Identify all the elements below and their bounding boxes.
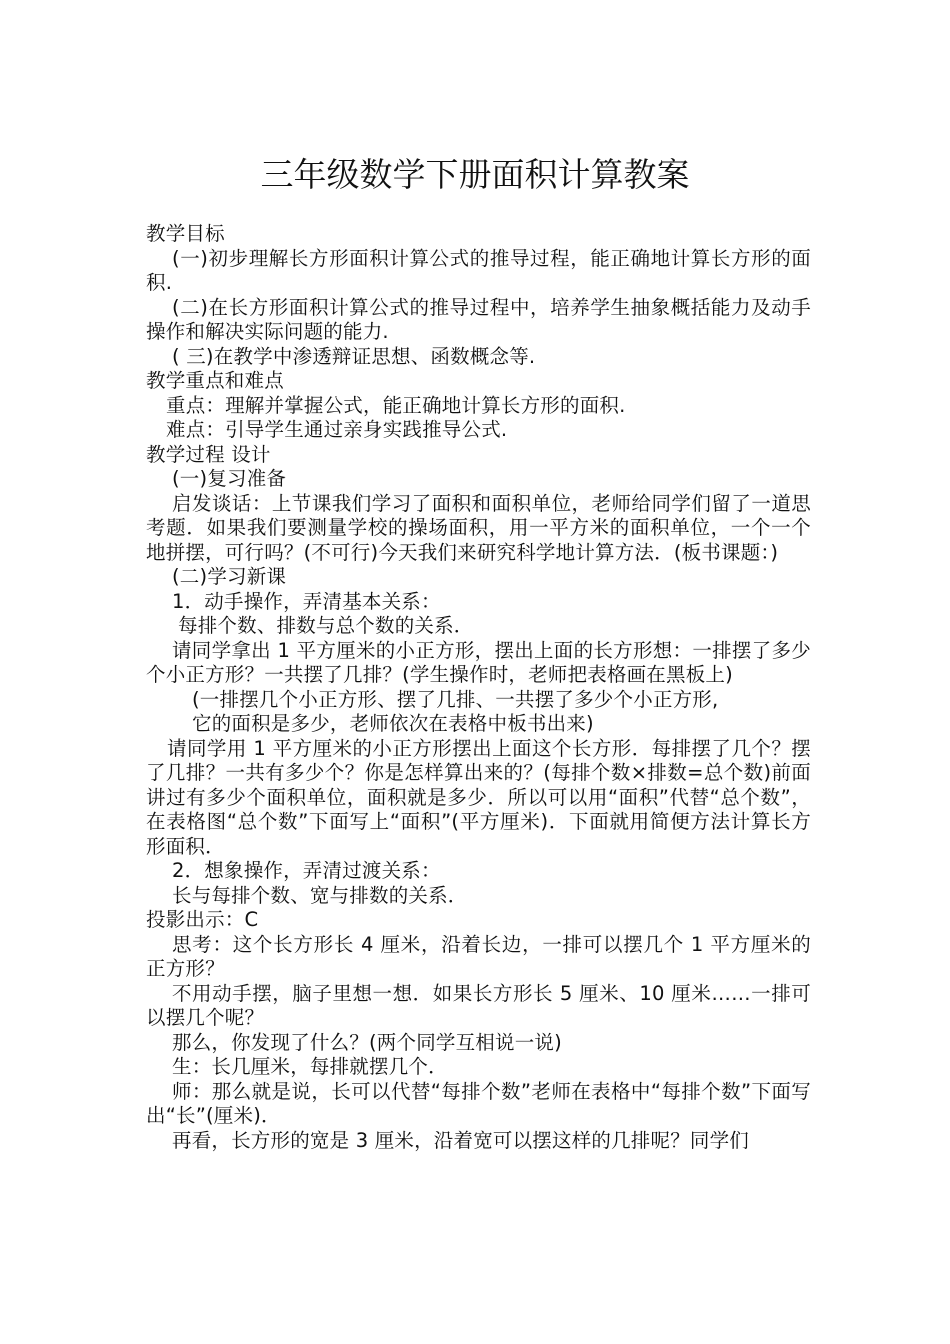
paragraph: 长与每排个数、宽与排数的关系． bbox=[172, 883, 468, 907]
paragraph: 启发谈话：上节课我们学习了面积和面积单位，老师给同学们留了一道思考题．如果我们要测量学校的操场面积，用一平方米的面积单位，一个一个地拼摆，可行吗？(不可行)今天我们来研究科学地计算方法．(板书课题：) bbox=[146, 491, 811, 564]
paragraph: (一排摆几个小正方形、摆了几排、一共摆了多少个小正方形, bbox=[192, 687, 719, 711]
section-heading-key-points: 教学重点和难点 bbox=[146, 369, 284, 392]
step-heading: 1．动手操作，弄清基本关系： bbox=[172, 589, 441, 613]
paragraph: 生：长几厘米，每排就摆几个． bbox=[172, 1055, 448, 1078]
paragraph: ( 三)在教学中渗透辩证思想、函数概念等. bbox=[172, 344, 536, 368]
paragraph: (一)初步理解长方形面积计算公式的推导过程，能正确地计算长方形的面积. bbox=[146, 246, 811, 294]
paragraph: 它的面积是多少，老师依次在表格中板书出来) bbox=[192, 712, 594, 735]
paragraph: (二)在长方形面积计算公式的推导过程中，培养学生抽象概括能力及动手操作和解决实际问题的能力. bbox=[146, 295, 811, 343]
paragraph: 师：那么就是说，长可以代替“每排个数”老师在表格中“每排个数”下面写出“长”(厘米)． bbox=[146, 1079, 811, 1127]
paragraph: 再看，长方形的宽是 3 厘米，沿着宽可以摆这样的几排呢？同学们 bbox=[172, 1128, 750, 1152]
section-heading-process: 教学过程 设计 bbox=[146, 442, 271, 466]
document-body bbox=[146, 222, 811, 1153]
paragraph: 思考：这个长方形长 4 厘米，沿着长边，一排可以摆几个 1 平方厘米的正方形？ bbox=[146, 932, 811, 980]
paragraph: 请同学拿出 1 平方厘米的小正方形，摆出上面的长方形想：一排摆了多少个小正方形？一共摆了几排？(学生操作时，老师把表格画在黑板上) bbox=[146, 638, 811, 686]
step-heading: 2．想象操作，弄清过渡关系： bbox=[172, 859, 441, 882]
paragraph: 重点：理解并掌握公式，能正确地计算长方形的面积. bbox=[166, 393, 626, 417]
paragraph: 请同学用 1 平方厘米的小正方形摆出上面这个长方形．每排摆了几个？摆了几排？一共有多少个？你是怎样算出来的？(每排个数×排数=总个数)前面讲过有多少个面积单位，面积就是多少．所以可以用“面积”代替“总个数”，在表格图“总个数”下面写上“面积”(平方厘米)．下面就用简便方法计算长方形面积． bbox=[146, 736, 811, 858]
subsection-heading: (二)学习新课 bbox=[172, 565, 287, 588]
document-title: 三年级数学下册面积计算教案 bbox=[260, 155, 690, 194]
paragraph: 难点：引导学生通过亲身实践推导公式. bbox=[166, 418, 508, 441]
paragraph: 投影出示：C bbox=[146, 908, 259, 931]
paragraph: 那么，你发现了什么？(两个同学互相说一说) bbox=[172, 1030, 562, 1054]
subsection-heading: (一)复习准备 bbox=[172, 467, 287, 490]
paragraph: 不用动手摆，脑子里想一想．如果长方形长 5 厘米、10 厘米……一排可以摆几个呢？ bbox=[146, 981, 811, 1029]
section-heading-objectives: 教学目标 bbox=[146, 222, 225, 245]
paragraph: 每排个数、排数与总个数的关系． bbox=[178, 614, 474, 637]
